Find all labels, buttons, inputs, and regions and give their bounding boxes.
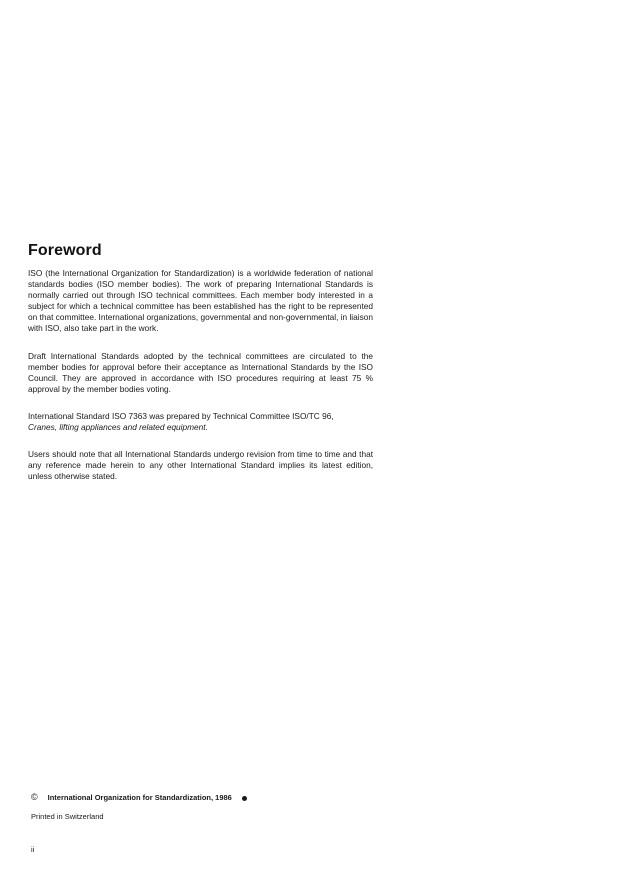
bullet-icon [242,796,247,801]
copyright-text: International Organization for Standardization, 1986 [47,793,232,802]
copyright-line [31,792,247,802]
page-title: Foreword [28,242,102,259]
prepared-by-text: International Standard ISO 7363 was prepared by Technical Committee ISO/TC 96, [28,411,334,421]
committee-title: Cranes, lifting appliances and related equipment. [28,422,208,432]
copyright-symbol: © [31,792,38,802]
printed-in-label: Printed in Switzerland [31,812,104,821]
paragraph-prepared-by [28,411,373,433]
paragraph-revision-note: Users should note that all International Standards undergo revision from time to time and that any reference made herein to any other International Standard implies its latest edition, unless otherwise stated. [28,449,373,481]
paragraph-iso-description: ISO (the International Organization for Standardization) is a worldwide federation of national standards bodies (ISO member bodies). The work of preparing International Standards is normally carried out through ISO technical committees. Each member body interested in a subject for which a technical committee has been established has the right to be represented on that committee. International organizations, governmental and non-governmental, in liaison with ISO, also take part in the work. [28,268,373,333]
paragraph-draft-standards: Draft International Standards adopted by the technical committees are circulated to the member bodies for approval before their acceptance as International Standards by the ISO Council. They are approved in accordance with ISO procedures requiring at least 75 % approval by the member bodies voting. [28,351,373,394]
page-number: ii [31,845,35,854]
